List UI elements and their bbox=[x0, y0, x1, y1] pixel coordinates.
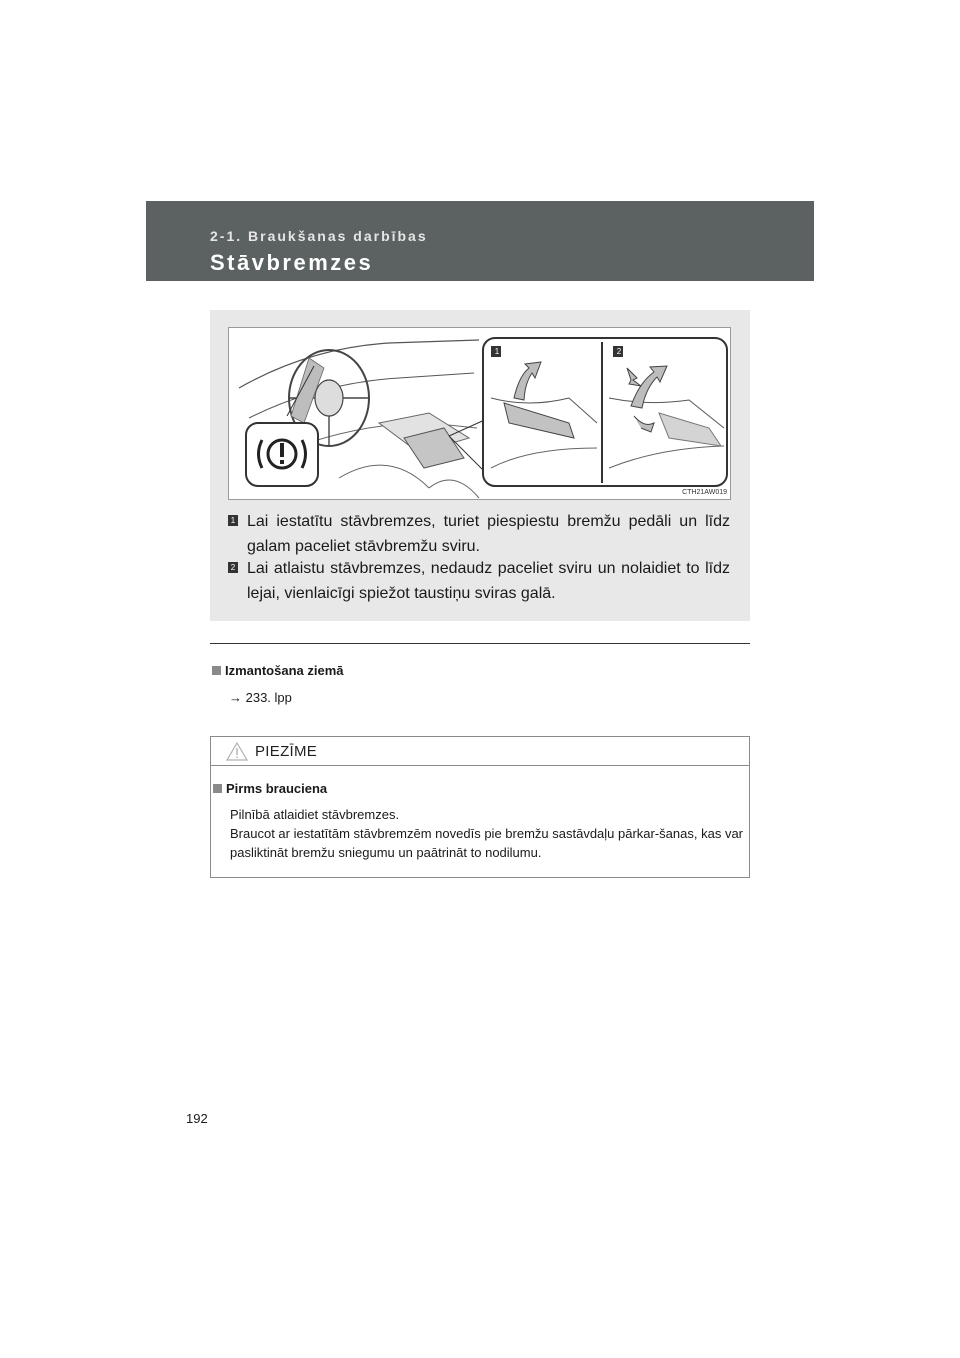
notice-box bbox=[210, 736, 750, 878]
figure-code: CTH21AW019 bbox=[682, 489, 727, 496]
notice-subheading-text: Pirms brauciena bbox=[226, 781, 328, 796]
winter-heading-text: Izmantošana ziemā bbox=[225, 663, 344, 678]
panel-number-2: 2 bbox=[616, 347, 622, 356]
notice-body bbox=[230, 805, 743, 862]
parking-brake-illustration bbox=[228, 327, 731, 500]
step-1 bbox=[228, 509, 730, 559]
panel-number-1: 1 bbox=[494, 347, 500, 356]
notice-subheading bbox=[213, 781, 327, 796]
notice-line: Braucot ar iestatītām stāvbremzēm novedīs pie bremžu sastāvdaļu pārkar-šanas, kas var pasliktināt bremžu sniegumu un paātrināt to nodilumu. bbox=[230, 826, 743, 860]
notice-line: Pilnībā atlaidiet stāvbremzes. bbox=[230, 807, 400, 822]
step-number: 1 bbox=[228, 515, 238, 526]
warning-triangle-icon bbox=[226, 742, 248, 761]
step-text: Lai atlaistu stāvbremzes, nedaudz paceliet sviru un nolaidiet to līdz lejai, vienlaicīgi spiežot taustiņu sviras galā. bbox=[247, 560, 730, 602]
square-bullet-icon bbox=[213, 784, 222, 793]
page-title: Stāvbremzes bbox=[210, 250, 374, 275]
section-label: 2-1. Braukšanas darbības bbox=[210, 228, 428, 244]
page-reference: → 233. lpp bbox=[229, 690, 292, 705]
winter-heading bbox=[212, 663, 344, 678]
step-2 bbox=[228, 556, 730, 606]
step-text: Lai iestatītu stāvbremzes, turiet piespiestu bremžu pedāli un līdz galam paceliet stāvbremžu sviru. bbox=[247, 513, 730, 555]
car-interior-drawing bbox=[229, 328, 732, 501]
notice-header bbox=[211, 737, 749, 766]
square-bullet-icon bbox=[212, 666, 221, 675]
step-number: 2 bbox=[228, 562, 238, 573]
divider bbox=[210, 643, 750, 644]
page-number: 192 bbox=[186, 1111, 208, 1126]
notice-title: PIEZĪME bbox=[255, 743, 318, 760]
